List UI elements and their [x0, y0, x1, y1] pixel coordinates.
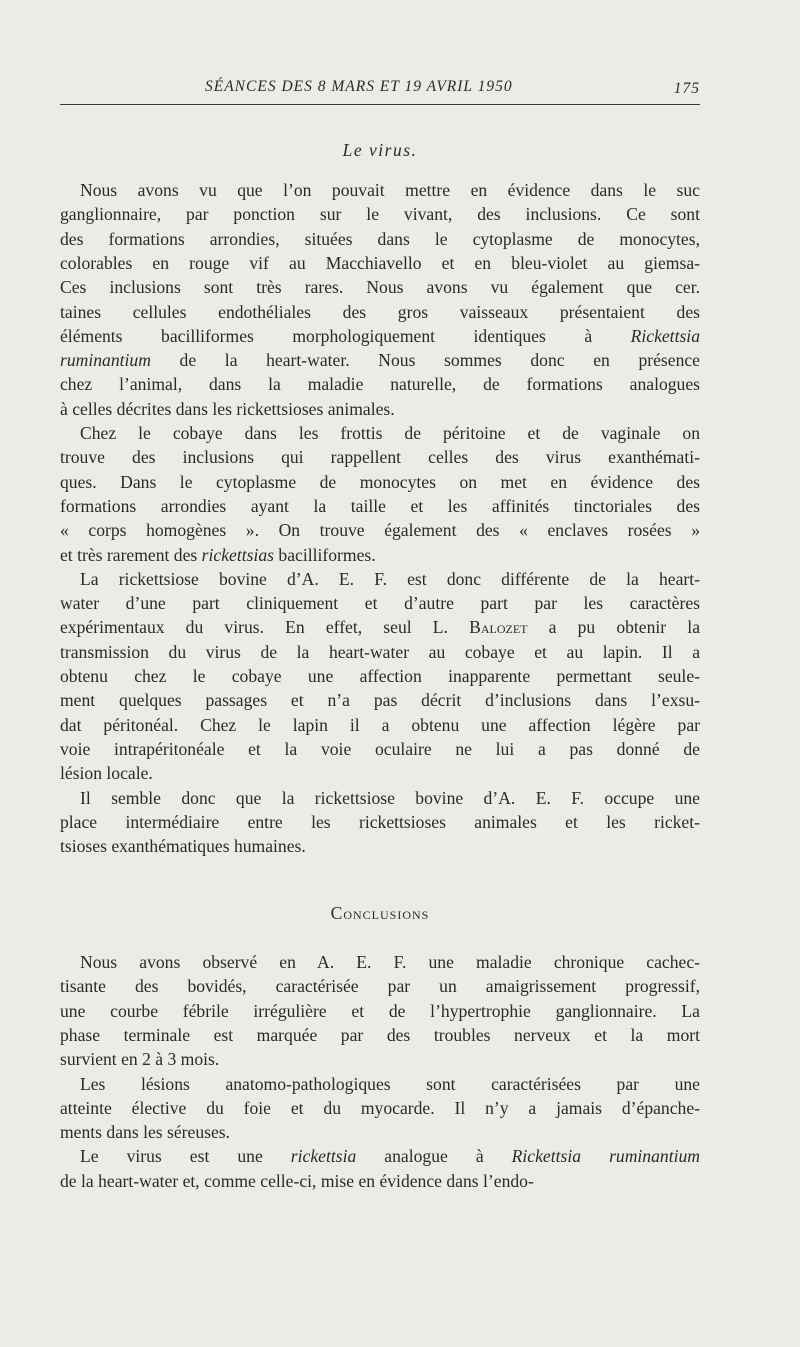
- text-run: ments dans les séreuses.: [60, 1122, 231, 1143]
- text-line: [60, 713, 700, 737]
- text-line: [60, 1144, 700, 1168]
- text-run: « corps homogènes ». On trouve également des « enclaves rosées »: [60, 520, 700, 541]
- text-run: transmission du virus de la heart-water au cobaye et au lapin. Il a: [60, 641, 700, 662]
- text-run: survient en 2 à 3 mois.: [60, 1049, 220, 1070]
- running-title: SÉANCES DES 8 MARS ET 19 AVRIL 1950: [205, 78, 513, 95]
- italic-text-run: rickettsias: [201, 544, 274, 565]
- text-line: [60, 227, 700, 251]
- text-line: [60, 591, 700, 615]
- text-line: [60, 202, 700, 226]
- text-run: une courbe fébrile irrégulière et de l’hypertrophie ganglionnaire. La: [60, 1000, 700, 1021]
- smallcaps-text-run: Balozet: [469, 617, 528, 638]
- text-line: [60, 664, 700, 688]
- section-title-conclusions: Conclusions: [330, 903, 430, 923]
- text-run: Nous avons observé en A. E. F. une maladie chronique cachec-: [80, 952, 700, 972]
- text-run: et très rarement des: [60, 544, 202, 565]
- text-line: [60, 974, 700, 998]
- text-run: a pu obtenir la: [527, 617, 701, 638]
- text-line: [60, 786, 700, 810]
- text-line: [60, 640, 700, 664]
- text-run: Ces inclusions sont très rares. Nous avons vu également que cer.: [60, 277, 700, 298]
- text-run: analogue à: [356, 1146, 512, 1167]
- header-rule: [60, 104, 700, 105]
- text-line: [60, 324, 700, 348]
- text-run: Nous avons vu que l’on pouvait mettre en évidence dans le suc: [80, 180, 700, 200]
- text-line: [60, 251, 700, 275]
- text-run: tisante des bovidés, caractérisée par un amaigrissement progressif,: [60, 976, 700, 997]
- text-run: taines cellules endothéliales des gros vaisseaux présentaient des: [60, 301, 700, 322]
- text-line: [60, 348, 700, 372]
- text-run: de la heart-water et, comme celle-ci, mise en évidence dans l’endo-: [60, 1170, 534, 1191]
- text-line: [60, 494, 700, 518]
- text-run: La rickettsiose bovine d’A. E. F. est donc différente de la heart-: [80, 568, 700, 589]
- text-run: de la heart-water. Nous sommes donc en présence: [150, 350, 700, 371]
- text-line: [60, 688, 700, 712]
- text-line: [60, 1120, 700, 1144]
- text-run: expérimentaux du virus. En effet, seul L.: [60, 617, 470, 638]
- text-run: Il semble donc que la rickettsiose bovine d’A. E. F. occupe une: [80, 787, 700, 808]
- book-page: [60, 0, 700, 1347]
- text-line: [60, 1072, 700, 1096]
- section-title-virus: Le virus.: [342, 140, 418, 160]
- text-run: tsioses exanthématiques humaines.: [60, 836, 306, 857]
- text-run: à celles décrites dans les rickettsioses animales.: [60, 398, 395, 419]
- text-line: [60, 275, 700, 299]
- text-line: [60, 178, 700, 202]
- text-run: des formations arrondies, situées dans le cytoplasme de monocytes,: [60, 228, 700, 249]
- text-run: water d’une part cliniquement et d’autre part par les caractères: [60, 593, 700, 614]
- text-line: [60, 567, 700, 591]
- text-run: ment quelques passages et n’a pas décrit d’inclusions dans l’exsu-: [60, 690, 700, 711]
- text-line: [60, 810, 700, 834]
- text-line: [60, 445, 700, 469]
- text-run: phase terminale est marquée par des troubles nerveux et la mort: [60, 1024, 700, 1045]
- text-line: [60, 372, 700, 396]
- italic-text-run: rickettsia: [290, 1146, 357, 1167]
- text-line: [60, 421, 700, 445]
- text-line: [60, 761, 700, 785]
- text-run: chez l’animal, dans la maladie naturelle, de formations analogues: [60, 374, 700, 395]
- text-line: [60, 1169, 700, 1193]
- text-run: éléments bacilliformes morphologiquement identiques à: [60, 325, 631, 346]
- page-number: 175: [673, 80, 700, 97]
- text-run: formations arrondies ayant la taille et les affinités tinctoriales des: [60, 495, 700, 516]
- text-line: [60, 397, 700, 421]
- italic-text-run: ruminantium: [60, 350, 151, 371]
- text-run: atteinte élective du foie et du myocarde. Il n’y a jamais d’épanche-: [60, 1097, 700, 1118]
- text-run: ques. Dans le cytoplasme de monocytes on met en évidence des: [60, 471, 700, 492]
- text-line: [60, 999, 700, 1023]
- text-line: [60, 615, 700, 639]
- text-run: voie intrapéritonéale et la voie oculaire ne lui a pas donné de: [60, 738, 700, 759]
- text-line: [60, 737, 700, 761]
- text-run: ganglionnaire, par ponction sur le vivant, des inclusions. Ce sont: [60, 204, 700, 225]
- text-line: [60, 1047, 700, 1071]
- italic-text-run: Rickettsia: [630, 325, 700, 346]
- text-run: Chez le cobaye dans les frottis de péritoine et de vaginale on: [80, 423, 700, 443]
- text-run: bacilliformes.: [274, 544, 376, 565]
- text-line: [60, 950, 700, 974]
- text-run: lésion locale.: [60, 763, 153, 784]
- text-line: [60, 834, 700, 858]
- text-line: [60, 518, 700, 542]
- text-line: [60, 300, 700, 324]
- text-run: place intermédiaire entre les rickettsioses animales et les ricket-: [60, 811, 700, 832]
- text-run: colorables en rouge vif au Macchiavello et en bleu-violet au giemsa-: [60, 252, 700, 273]
- italic-text-run: Rickettsia ruminantium: [511, 1146, 700, 1167]
- text-run: trouve des inclusions qui rappellent celles des virus exanthémati-: [60, 447, 700, 468]
- text-line: [60, 1096, 700, 1120]
- text-run: Le virus est une: [80, 1146, 291, 1167]
- text-line: [60, 1023, 700, 1047]
- text-run: obtenu chez le cobaye une affection inapparente permettant seule-: [60, 666, 700, 686]
- text-line: [60, 543, 700, 567]
- running-head: [60, 78, 700, 102]
- text-run: Les lésions anatomo-pathologiques sont caractérisées par une: [80, 1073, 700, 1094]
- text-run: dat péritonéal. Chez le lapin il a obtenu une affection légère par: [60, 714, 700, 735]
- text-line: [60, 470, 700, 494]
